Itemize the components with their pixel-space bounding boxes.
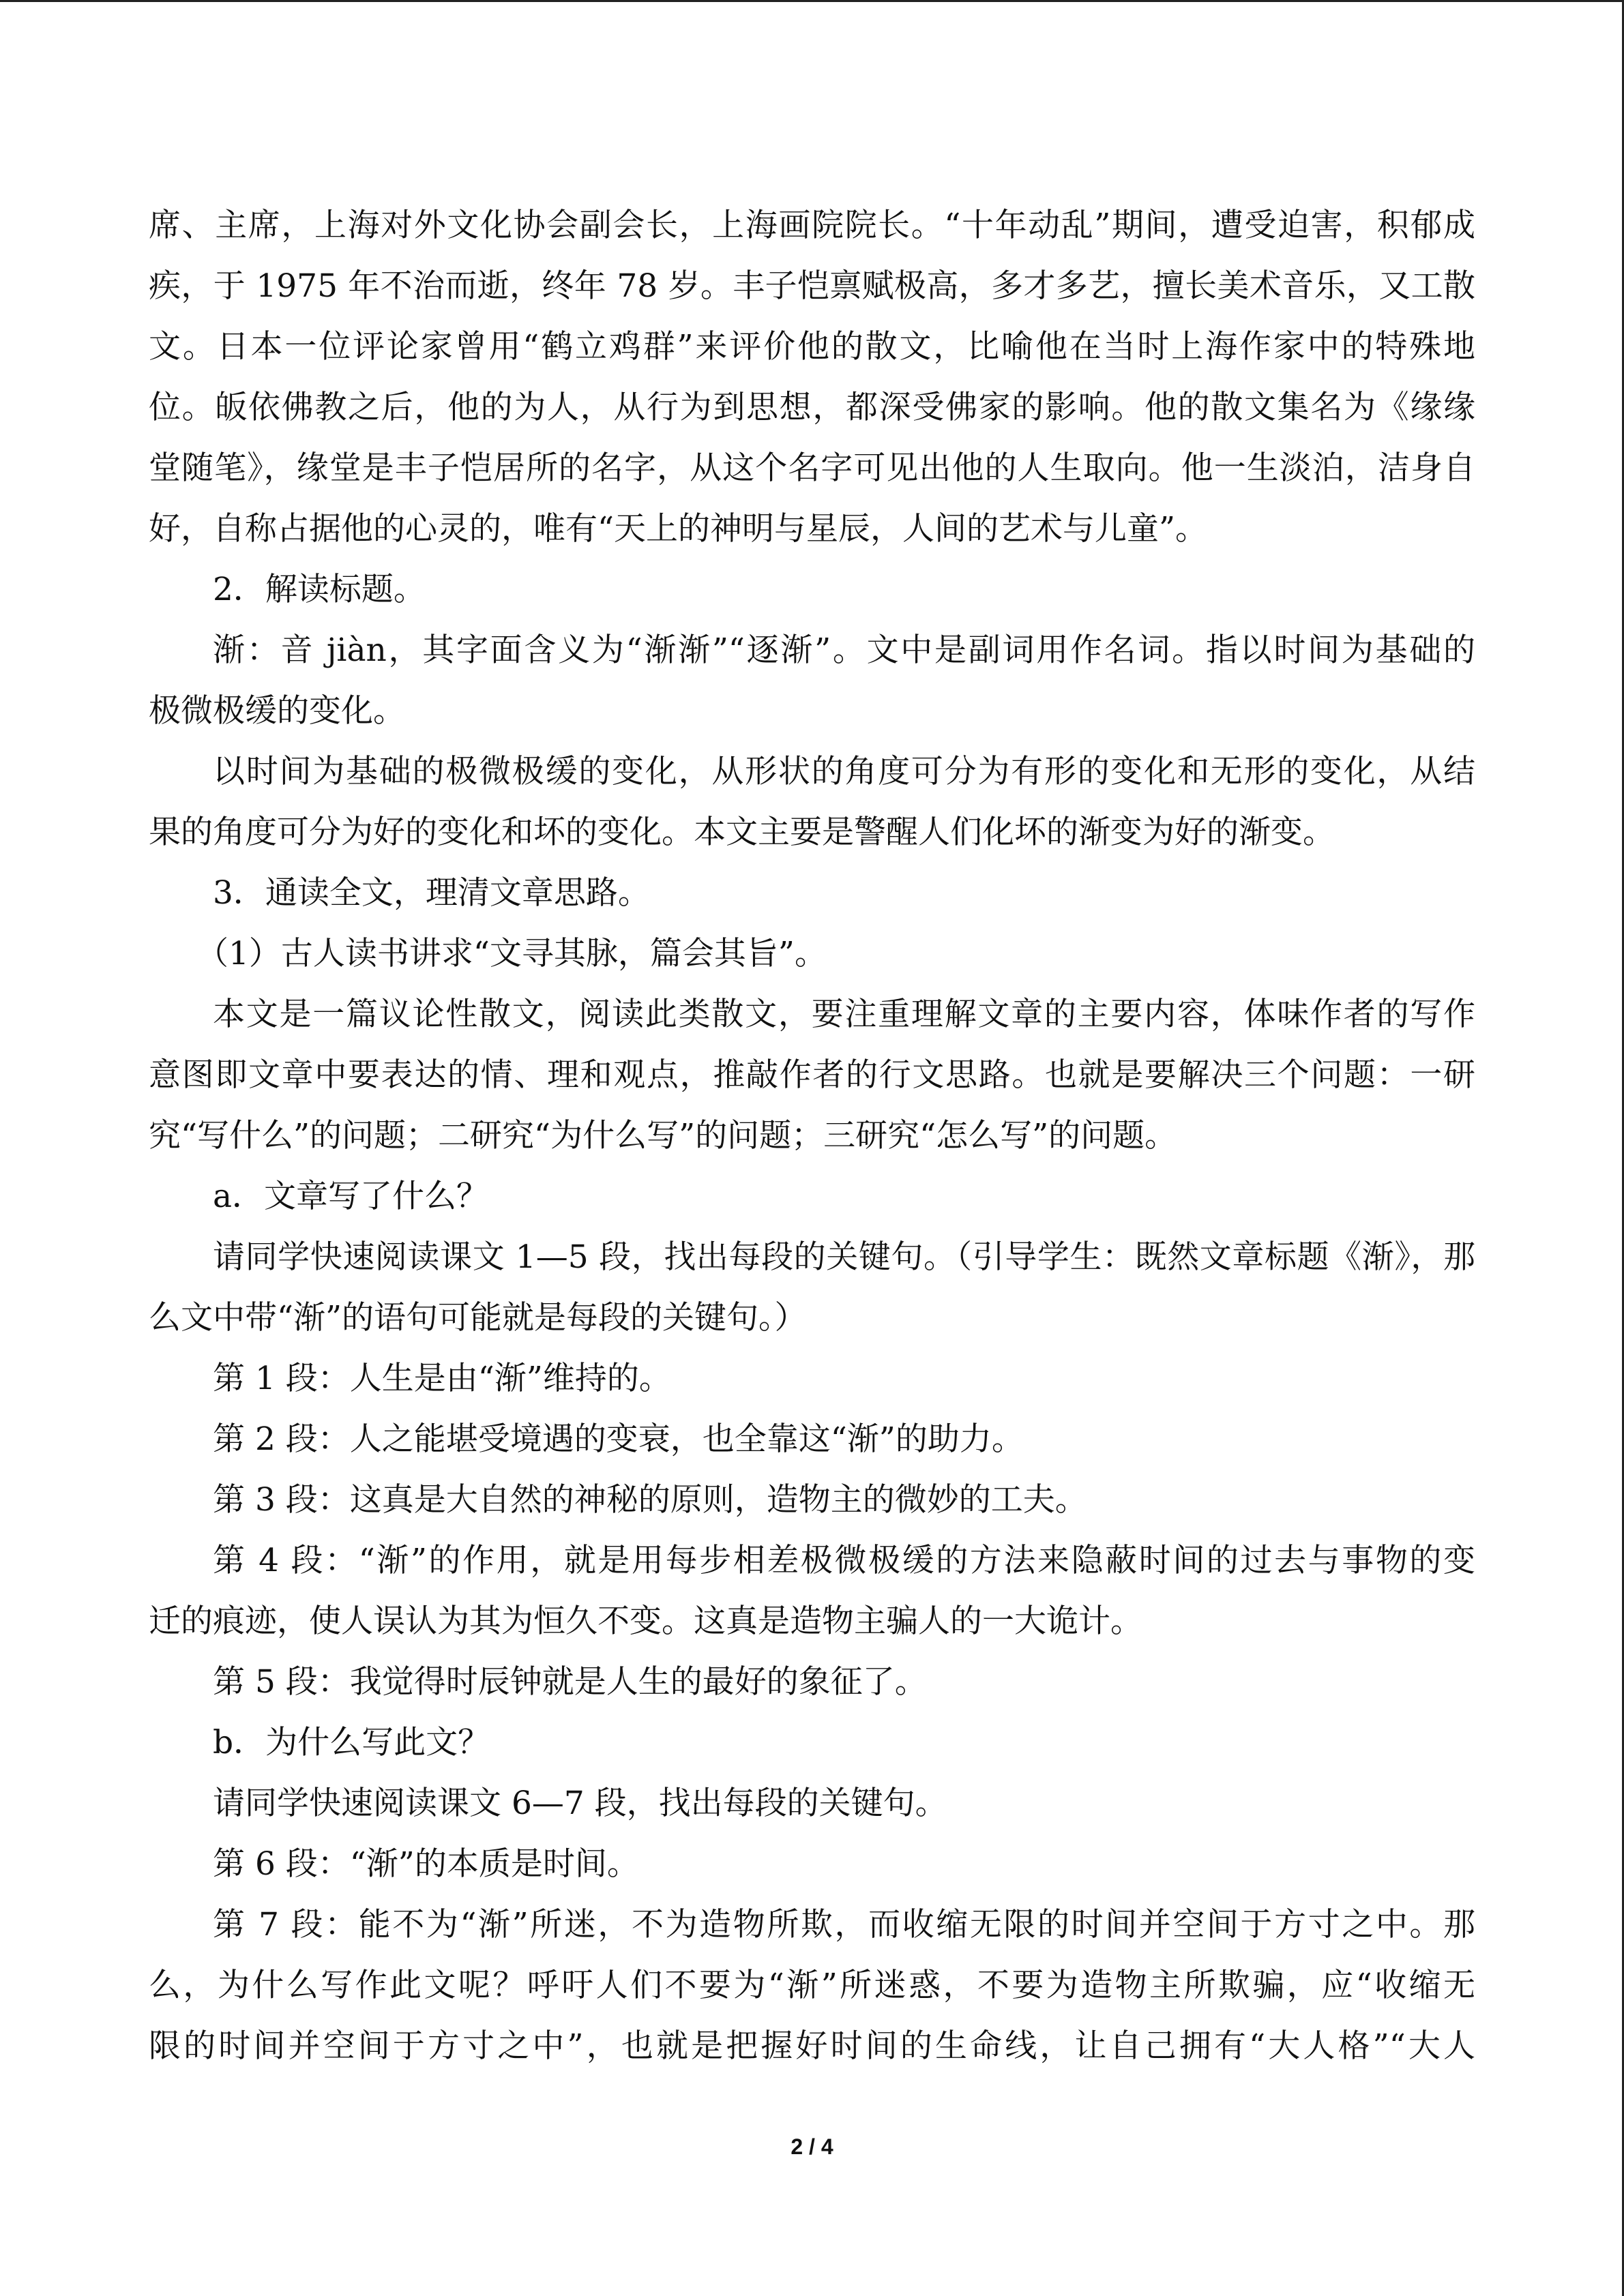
subsection-heading: （1）古人读书讲求“文寻其脉，篇会其旨”。 <box>196 935 827 972</box>
text-line: 文。日本一位评论家曾用“鹤立鸡群”来评价他的散文，比喻他在当时上海作家中的特殊地 <box>149 328 1475 366</box>
text-line: 席、主席，上海对外文化协会副会长，上海画院院长。“十年动乱”期间，遭受迫害，积郁成 <box>149 207 1475 244</box>
text-line: 渐：音 jiàn，其字面含义为“渐渐”“逐渐”。文中是副词用作名词。指以时间为基础的 <box>213 631 1475 669</box>
text-line: 第 7 段：能不为“渐”所迷，不为造物所欺，而收缩无限的时间并空间于方寸之中。那 <box>213 1906 1475 1943</box>
question-heading: b．为什么写此文？ <box>213 1724 490 1761</box>
text-line: 果的角度可分为好的变化和坏的变化。本文主要是警醒人们化坏的渐变为好的渐变。 <box>149 814 1335 851</box>
text-line: 请同学快速阅读课文 6—7 段，找出每段的关键句。 <box>213 1785 947 1822</box>
text-line: 么，为什么写作此文呢？呼吁人们不要为“渐”所迷惑，不要为造物主所欺骗，应“收缩无 <box>149 1967 1475 2004</box>
text-line: 迁的痕迹，使人误认为其为恒久不变。这真是造物主骗人的一大诡计。 <box>149 1602 1142 1640</box>
text-line: 第 5 段：我觉得时辰钟就是人生的最好的象征了。 <box>213 1663 927 1701</box>
text-line: 堂随笔》，缘堂是丰子恺居所的名字，从这个名字可见出他的人生取向。他一生淡泊，洁身自 <box>149 449 1475 487</box>
text-line: 请同学快速阅读课文 1—5 段，找出每段的关键句。（引导学生：既然文章标题《渐》，那 <box>213 1238 1475 1276</box>
text-line: 第 2 段：人之能堪受境遇的变衰，也全靠这“渐”的助力。 <box>213 1420 1024 1458</box>
text-line: 极微极缓的变化。 <box>149 692 405 730</box>
text-line: 好，自称占据他的心灵的，唯有“天上的神明与星辰，人间的艺术与儿童”。 <box>149 510 1208 548</box>
text-line: 本文是一篇议论性散文，阅读此类散文，要注重理解文章的主要内容，体味作者的写作 <box>213 996 1475 1033</box>
document-body <box>149 195 1475 2076</box>
text-line: 第 6 段：“渐”的本质是时间。 <box>213 1845 639 1883</box>
text-line: 疾，于 1975 年不治而逝，终年 78 岁。丰子恺禀赋极高，多才多艺，擅长美术音乐，又工散 <box>149 267 1475 305</box>
text-line: 以时间为基础的极微极缓的变化，从形状的角度可分为有形的变化和无形的变化，从结 <box>213 753 1475 790</box>
text-line: 第 1 段：人生是由“渐”维持的。 <box>213 1360 671 1397</box>
text-line: 第 4 段：“渐”的作用，就是用每步相差极微极缓的方法来隐蔽时间的过去与事物的变 <box>213 1542 1475 1579</box>
page-number: 2 / 4 <box>791 2134 833 2159</box>
text-line: 位。皈依佛教之后，他的为人，从行为到思想，都深受佛家的影响。他的散文集名为《缘缘 <box>149 389 1475 426</box>
text-line: 意图即文章中要表达的情、理和观点，推敲作者的行文思路。也就是要解决三个问题：一研 <box>149 1056 1475 1094</box>
question-heading: a．文章写了什么？ <box>213 1178 489 1215</box>
section-heading: 3．通读全文，理清文章思路。 <box>213 874 650 912</box>
section-heading: 2．解读标题。 <box>213 571 426 608</box>
text-line: 么文中带“渐”的语句可能就是每段的关键句。） <box>149 1299 807 1337</box>
text-line: 限的时间并空间于方寸之中”，也就是把握好时间的生命线，让自己拥有“大人格”“大人 <box>149 2027 1475 2065</box>
text-line: 第 3 段：这真是大自然的神秘的原则，造物主的微妙的工夫。 <box>213 1481 1087 1519</box>
text-line: 究“写什么”的问题；二研究“为什么写”的问题；三研究“怎么写”的问题。 <box>149 1117 1177 1154</box>
